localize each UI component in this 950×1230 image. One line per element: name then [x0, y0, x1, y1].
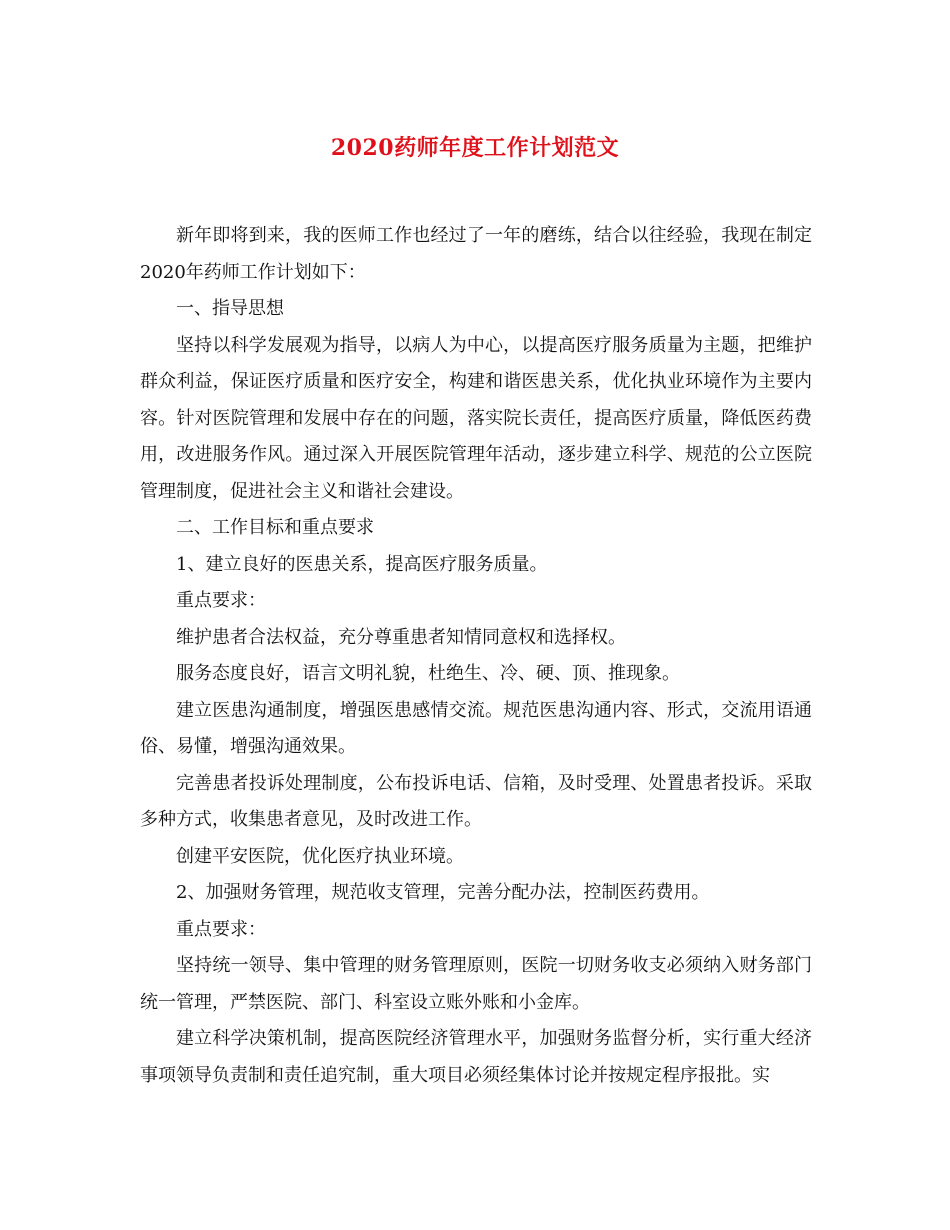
- section-heading-goals: 二、工作目标和重点要求: [176, 517, 374, 538]
- paragraph-item: 维护患者合法权益，充分尊重患者知情同意权和选择权。: [176, 626, 626, 648]
- subheading-goal-2: 2、加强财务管理，规范收支管理，完善分配办法，控制医药费用。: [176, 882, 710, 903]
- paragraph-item: 建立科学决策机制，提高医院经济管理水平，加强财务监督分析，实行重大经济事项领导负责制和责任追究制，重大项目必须经集体讨论并按规定程序报批。实: [140, 1028, 812, 1086]
- paragraph-item: 服务态度良好，语言文明礼貌，杜绝生、冷、硬、顶、推现象。: [176, 663, 680, 684]
- key-requirements-label: 重点要求：: [176, 590, 266, 611]
- paragraph-item: 建立医患沟通制度，增强医患感情交流。规范医患沟通内容、形式，交流用语通俗、易懂，增强沟通效果。: [140, 699, 812, 757]
- paragraph-item: 坚持统一领导、集中管理的财务管理原则，医院一切财务收支必须纳入财务部门统一管理，严禁医院、部门、科室设立账外账和小金库。: [140, 955, 812, 1013]
- document-title: 2020药师年度工作计划范文: [330, 135, 620, 161]
- paragraph-item: 创建平安医院，优化医疗执业环境。: [176, 845, 464, 867]
- document-body: [140, 218, 812, 1094]
- key-requirements-label: 重点要求：: [176, 918, 266, 940]
- paragraph-guiding-ideology: 坚持以科学发展观为指导，以病人为中心，以提高医疗服务质量为主题，把维护群众利益，保证医疗质量和医疗安全，构建和谐医患关系，优化执业环境作为主要内容。针对医院管理和发展中存在的问题，落实院长责任，提高医疗质量，降低医药费用，改进服务作风。通过深入开展医院管理年活动，逐步建立科学、规范的公立医院管理制度，促进社会主义和谐社会建设。: [140, 334, 812, 502]
- paragraph-item: 完善患者投诉处理制度，公布投诉电话、信箱，及时受理、处置患者投诉。采取多种方式，收集患者意见，及时改进工作。: [140, 772, 812, 830]
- section-heading-guiding-ideology: 一、指导思想: [176, 298, 284, 319]
- paragraph-intro: 新年即将到来，我的医师工作也经过了一年的磨练，结合以往经验，我现在制定2020年药师工作计划如下：: [140, 225, 812, 283]
- subheading-goal-1: 1、建立良好的医患关系，提高医疗服务质量。: [176, 553, 548, 575]
